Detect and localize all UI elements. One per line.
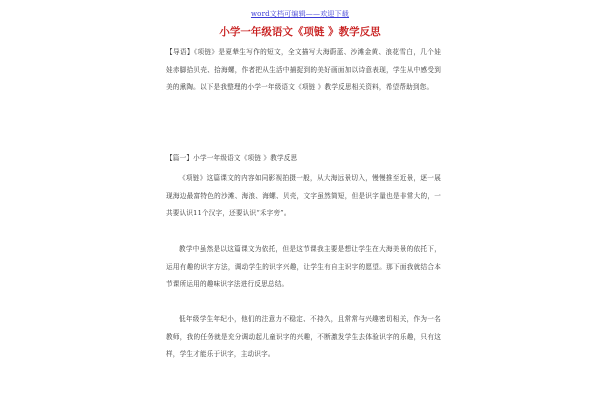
document-title: 小学一年级语文《项链 》教学反思 [219, 26, 381, 38]
intro-paragraph: 【导语】《项链》是夏辇生写作的短文，全文描写大海蔚蓝、沙滩金黄、浪花雪白，几个娃娃赤脚拾贝壳、拾海螺，作者把从生活中捕捉到的美好画面加以诗意表现，学生从中感受到美的熏陶。以下是我整理的小学一年级语文《项链 》教学反思相关资料，希望帮助到您。 [166, 48, 441, 92]
body-paragraph: 教学中虽然是以这篇课文为依托，但是这节课我主要是想让学生在大海美景的依托下，运用有趣的识字方法，调动学生的识字兴趣，让学生有自主识字的愿望。那下面我就结合本节课所运用的趣味识字法进行反思总结。 [166, 245, 441, 289]
body-paragraph: 低年级学生年纪小，他们的注意力不稳定、不持久，且常常与兴趣密切相关，作为一名教师，我的任务就是充分调动起儿童识字的兴趣，不断激发学生去体验识字的乐趣，只有这样，学生才能乐于识字，主动识字。 [166, 315, 441, 359]
section-heading: 【篇一】小学一年级语文《项链 》教学反思 [166, 154, 298, 162]
body-paragraph: 《项链》这篇课文的内容如同影视拍摄一般，从大海远景切入，慢慢推至近景，逐一展现海边最富特色的沙滩、海浪、海螺、贝壳，文字虽然简短，但是识字量也是非常大的，一共要认识11个汉字，还要认识“禾字旁”。 [166, 174, 441, 218]
header-download-link[interactable]: word文档可编辑——欢迎下载 [250, 10, 350, 18]
